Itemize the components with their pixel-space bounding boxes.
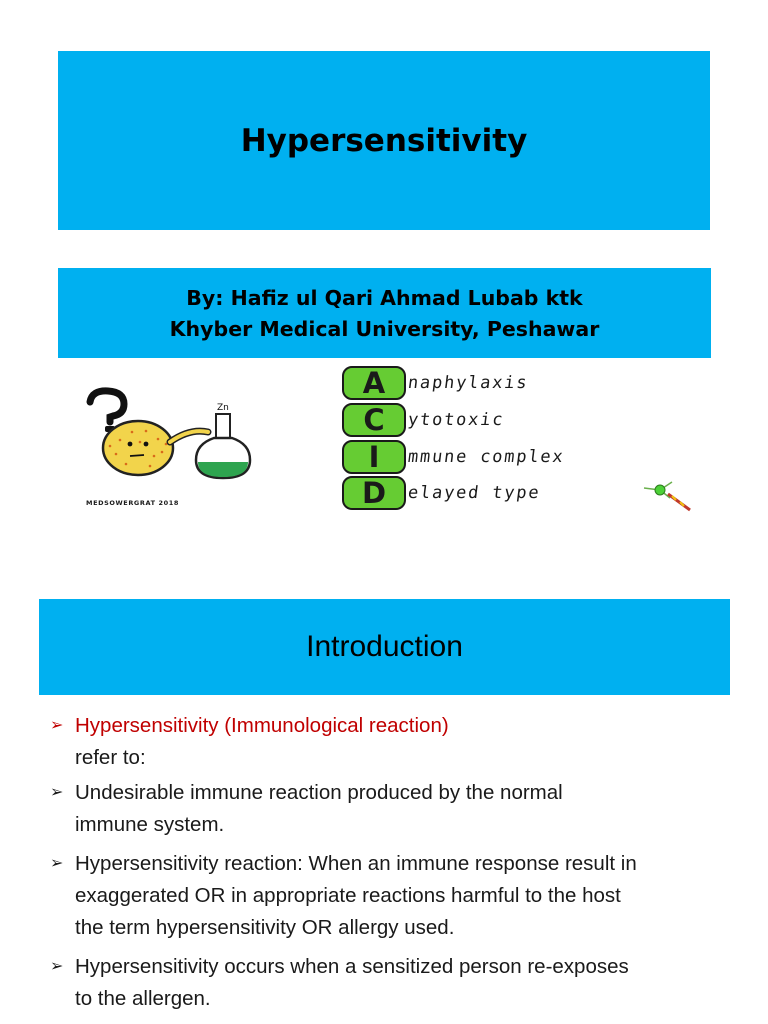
bullet-text: Hypersensitivity occurs when a sensitized person re-exposes <box>75 955 629 978</box>
acid-row-cytotoxic <box>342 403 504 437</box>
bullet-continuation: immune system. <box>75 813 225 836</box>
confused-cell-illustration <box>80 384 260 512</box>
affiliation-line: Khyber Medical University, Peshawar <box>169 316 600 341</box>
bullet-item <box>50 710 750 742</box>
acid-word-cytotoxic: ytotoxic <box>406 410 506 430</box>
neuron-icon <box>642 474 702 514</box>
author-banner <box>58 268 711 358</box>
cell-icon <box>103 421 208 475</box>
acid-word-anaphylaxis: naphylaxis <box>406 373 530 393</box>
acid-mnemonic <box>342 364 722 514</box>
acid-word-delayed-type: elayed type <box>406 483 542 503</box>
bullet-item <box>50 951 750 983</box>
bullet-item <box>50 848 750 880</box>
acid-row-immune-complex <box>342 440 564 474</box>
bullet-text: Undesirable immune reaction produced by the normal <box>75 781 563 804</box>
arrow-bullet-icon: ➢ <box>50 784 64 801</box>
acid-letter-i: I <box>342 440 406 474</box>
arrow-bullet-icon: ➢ <box>50 958 64 975</box>
acid-word-immune-complex: mmune complex <box>406 447 566 467</box>
bullet-text: Hypersensitivity (Immunological reaction) <box>75 714 449 737</box>
acid-letter-a: A <box>342 366 406 400</box>
bullet-continuation: the term hypersensitivity OR allergy used. <box>75 916 455 939</box>
acid-row-anaphylaxis <box>342 366 528 400</box>
flask-icon <box>196 403 250 478</box>
bullet-item <box>50 777 750 809</box>
title-banner <box>58 51 710 230</box>
bullet-continuation: refer to: <box>75 746 146 769</box>
introduction-heading: Introduction <box>306 630 463 663</box>
bullet-continuation: exaggerated OR in appropriate reactions harmful to the host <box>75 884 621 907</box>
arrow-bullet-icon: ➢ <box>50 855 64 872</box>
slide-title: Hypersensitivity <box>240 122 528 159</box>
introduction-bullets <box>50 710 750 1015</box>
bullet-text: Hypersensitivity reaction: When an immune response result in <box>75 852 637 875</box>
acid-letter-c: C <box>342 403 406 437</box>
bullet-continuation: to the allergen. <box>75 987 211 1010</box>
illustration-watermark: MEDSOWERGRAT 2018 <box>86 499 179 507</box>
acid-letter-d: D <box>342 476 406 510</box>
author-line: By: Hafiz ul Qari Ahmad Lubab ktk <box>186 285 583 310</box>
acid-row-delayed-type <box>342 476 540 510</box>
svg-text:Zn: Zn <box>217 403 229 413</box>
introduction-banner <box>39 599 730 695</box>
arrow-bullet-icon: ➢ <box>50 717 64 734</box>
